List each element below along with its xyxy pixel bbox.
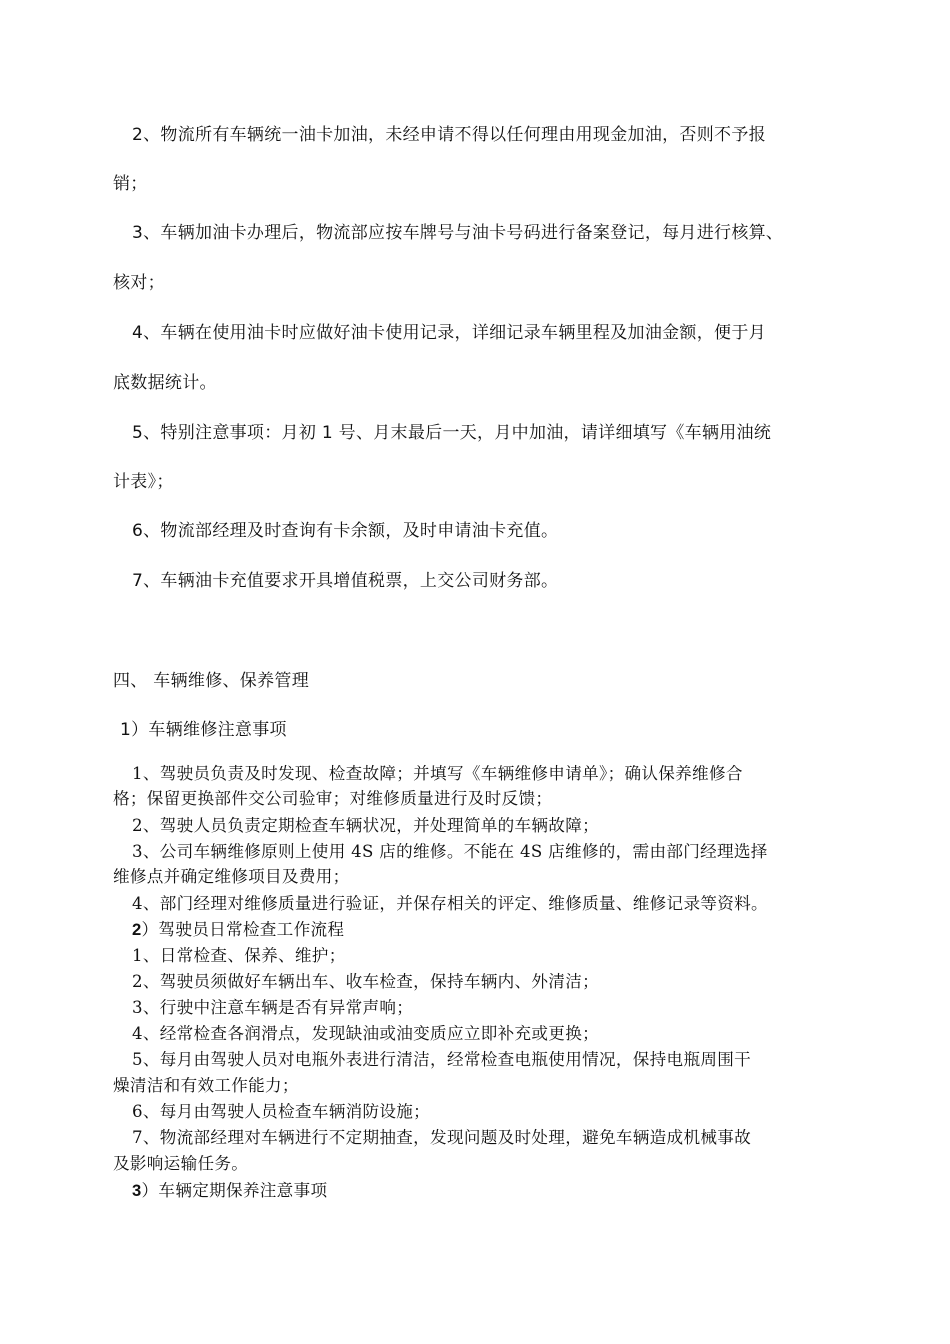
repair-line: 格；保留更换部件交公司验审；对维修质量进行及时反馈； [113,789,553,808]
subsection-2-title: ）驾驶员日常检查工作流程 [141,920,345,939]
repair-line: 维修点并确定维修项目及费用； [113,867,350,886]
fuel-card-item-7: 7、车辆油卡充值要求开具增值税票，上交公司财务部。 [132,571,559,591]
subsection-3-number: 3 [132,1181,142,1200]
fuel-card-item-4-line-1: 4、车辆在使用油卡时应做好油卡使用记录，详细记录车辆里程及加油金额，便于月 [132,323,766,343]
fuel-card-item-3-line-1: 3、车辆加油卡办理后，物流部应按车牌号与油卡号码进行备案登记，每月进行核算、 [132,223,784,243]
daily-check-line: 4、经常检查各润滑点，发现缺油或油变质应立即补充或更换； [132,1024,599,1043]
subsection-2-number: 2 [132,920,142,939]
fuel-card-item-6: 6、物流部经理及时查询有卡余额，及时申请油卡充值。 [132,521,559,541]
daily-check-line: 6、每月由驾驶人员检查车辆消防设施； [132,1102,431,1121]
daily-check-line: 1、日常检查、保养、维护； [132,946,346,965]
daily-check-line: 7、物流部经理对车辆进行不定期抽查，发现问题及时处理，避免车辆造成机械事故 [132,1128,752,1147]
daily-check-line: 5、每月由驾驶人员对电瓶外表进行清洁，经常检查电瓶使用情况，保持电瓶周围干 [132,1050,752,1069]
daily-check-line: 3、行驶中注意车辆是否有异常声响； [132,998,414,1017]
subsection-1-title: 车辆维修注意事项 [148,720,287,740]
repair-line: 4、部门经理对维修质量进行验证，并保存相关的评定、维修质量、维修记录等资料。 [132,894,768,913]
repair-line: 1、驾驶员负责及时发现、检查故障；并填写《车辆维修申请单》；确认保养维修合 [132,764,743,783]
fuel-card-item-2-line-1: 2、物流所有车辆统一油卡加油，未经申请不得以任何理由用现金加油，否则不予报 [132,125,766,145]
subsection-3-heading [132,1180,862,1202]
subsection-3-title: ）车辆定期保养注意事项 [141,1181,328,1200]
daily-check-line: 2、驾驶员须做好车辆出车、收车检查，保持车辆内、外清洁； [132,972,599,991]
subsection-1-number: 1） [120,720,149,740]
section-4-heading: 四、 车辆维修、保养管理 [113,671,310,691]
repair-line: 3、公司车辆维修原则上使用 4S 店的维修。不能在 4S 店维修的，需由部门经理选择 [132,842,768,861]
daily-check-line: 及影响运输任务。 [113,1154,249,1173]
fuel-card-item-3-line-2: 核对； [113,273,165,293]
fuel-card-item-4-line-2: 底数据统计。 [113,373,217,393]
daily-check-line: 燥清洁和有效工作能力； [113,1076,299,1095]
repair-line: 2、驾驶人员负责定期检查车辆状况，并处理简单的车辆故障； [132,816,599,835]
fuel-card-item-5-line-2: 计表》； [113,472,174,492]
subsection-1-heading [120,719,850,741]
subsection-2-heading [132,919,862,941]
fuel-card-item-5-line-1: 5、特别注意事项：月初 1 号、月末最后一天，月中加油，请详细填写《车辆用油统 [132,423,772,443]
fuel-card-item-2-line-2: 销； [113,174,148,194]
